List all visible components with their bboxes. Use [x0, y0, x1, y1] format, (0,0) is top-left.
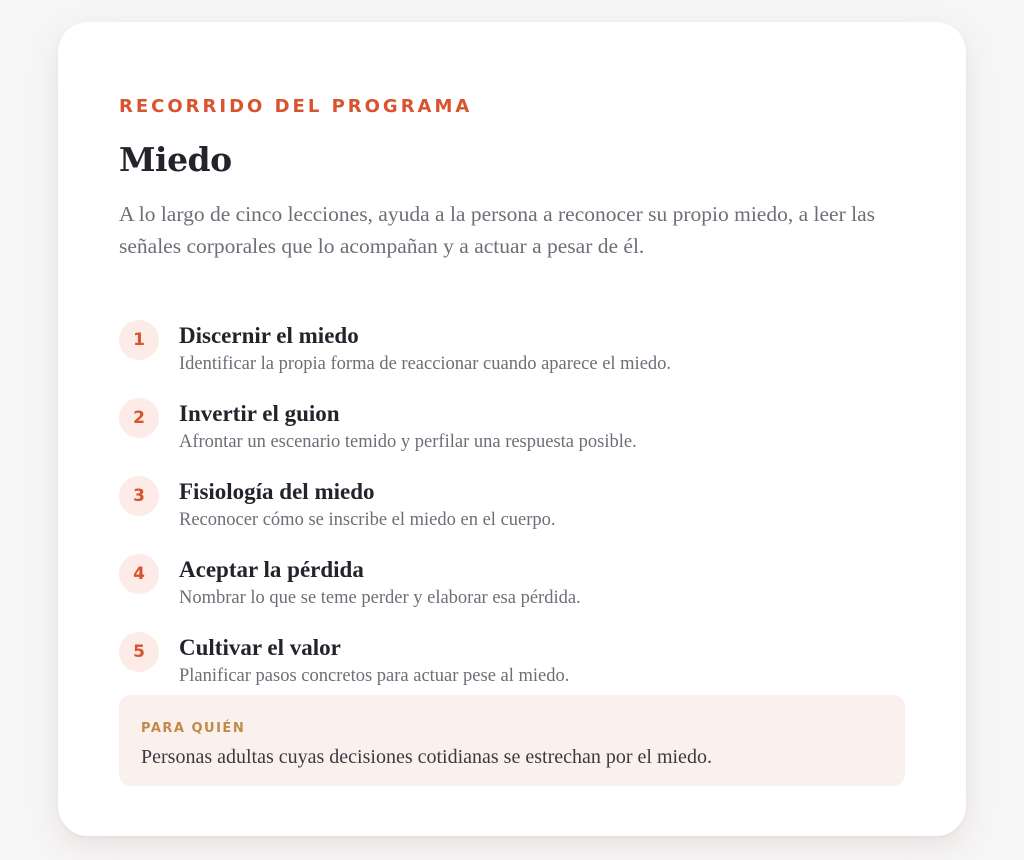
audience-text: Personas adultas cuyas decisiones cotidianas se estrechan por el miedo.	[141, 746, 712, 768]
lesson-description: Reconocer cómo se inscribe el miedo en el cuerpo.	[179, 510, 556, 530]
section-eyebrow: RECORRIDO DEL PROGRAMA	[119, 96, 473, 117]
lesson-title: Fisiología del miedo	[179, 479, 375, 504]
lesson-title: Cultivar el valor	[179, 635, 341, 660]
lesson-item	[119, 318, 905, 396]
lesson-description: Planificar pasos concretos para actuar pese al miedo.	[179, 666, 570, 686]
lesson-number-badge: 4	[119, 554, 159, 594]
lesson-number-badge: 2	[119, 398, 159, 438]
lesson-item	[119, 552, 905, 630]
program-card	[58, 22, 966, 836]
audience-label: PARA QUIÉN	[141, 721, 246, 736]
lesson-list	[119, 318, 905, 708]
lesson-title: Invertir el guion	[179, 401, 340, 426]
program-title: Miedo	[119, 140, 232, 179]
lesson-number-badge: 3	[119, 476, 159, 516]
program-intro: A lo largo de cinco lecciones, ayuda a la persona a reconocer su propio miedo, a leer las señales corporales que lo acompañan y a actuar a pesar de él.	[119, 202, 875, 258]
lesson-number-badge: 5	[119, 632, 159, 672]
lesson-number-badge: 1	[119, 320, 159, 360]
lesson-description: Afrontar un escenario temido y perfilar una respuesta posible.	[179, 432, 637, 452]
lesson-description: Identificar la propia forma de reaccionar cuando aparece el miedo.	[179, 354, 672, 374]
audience-callout	[119, 695, 905, 786]
lesson-item	[119, 474, 905, 552]
lesson-title: Aceptar la pérdida	[179, 557, 364, 582]
lesson-item	[119, 396, 905, 474]
lesson-description: Nombrar lo que se teme perder y elaborar esa pérdida.	[179, 588, 581, 608]
lesson-title: Discernir el miedo	[179, 323, 359, 348]
